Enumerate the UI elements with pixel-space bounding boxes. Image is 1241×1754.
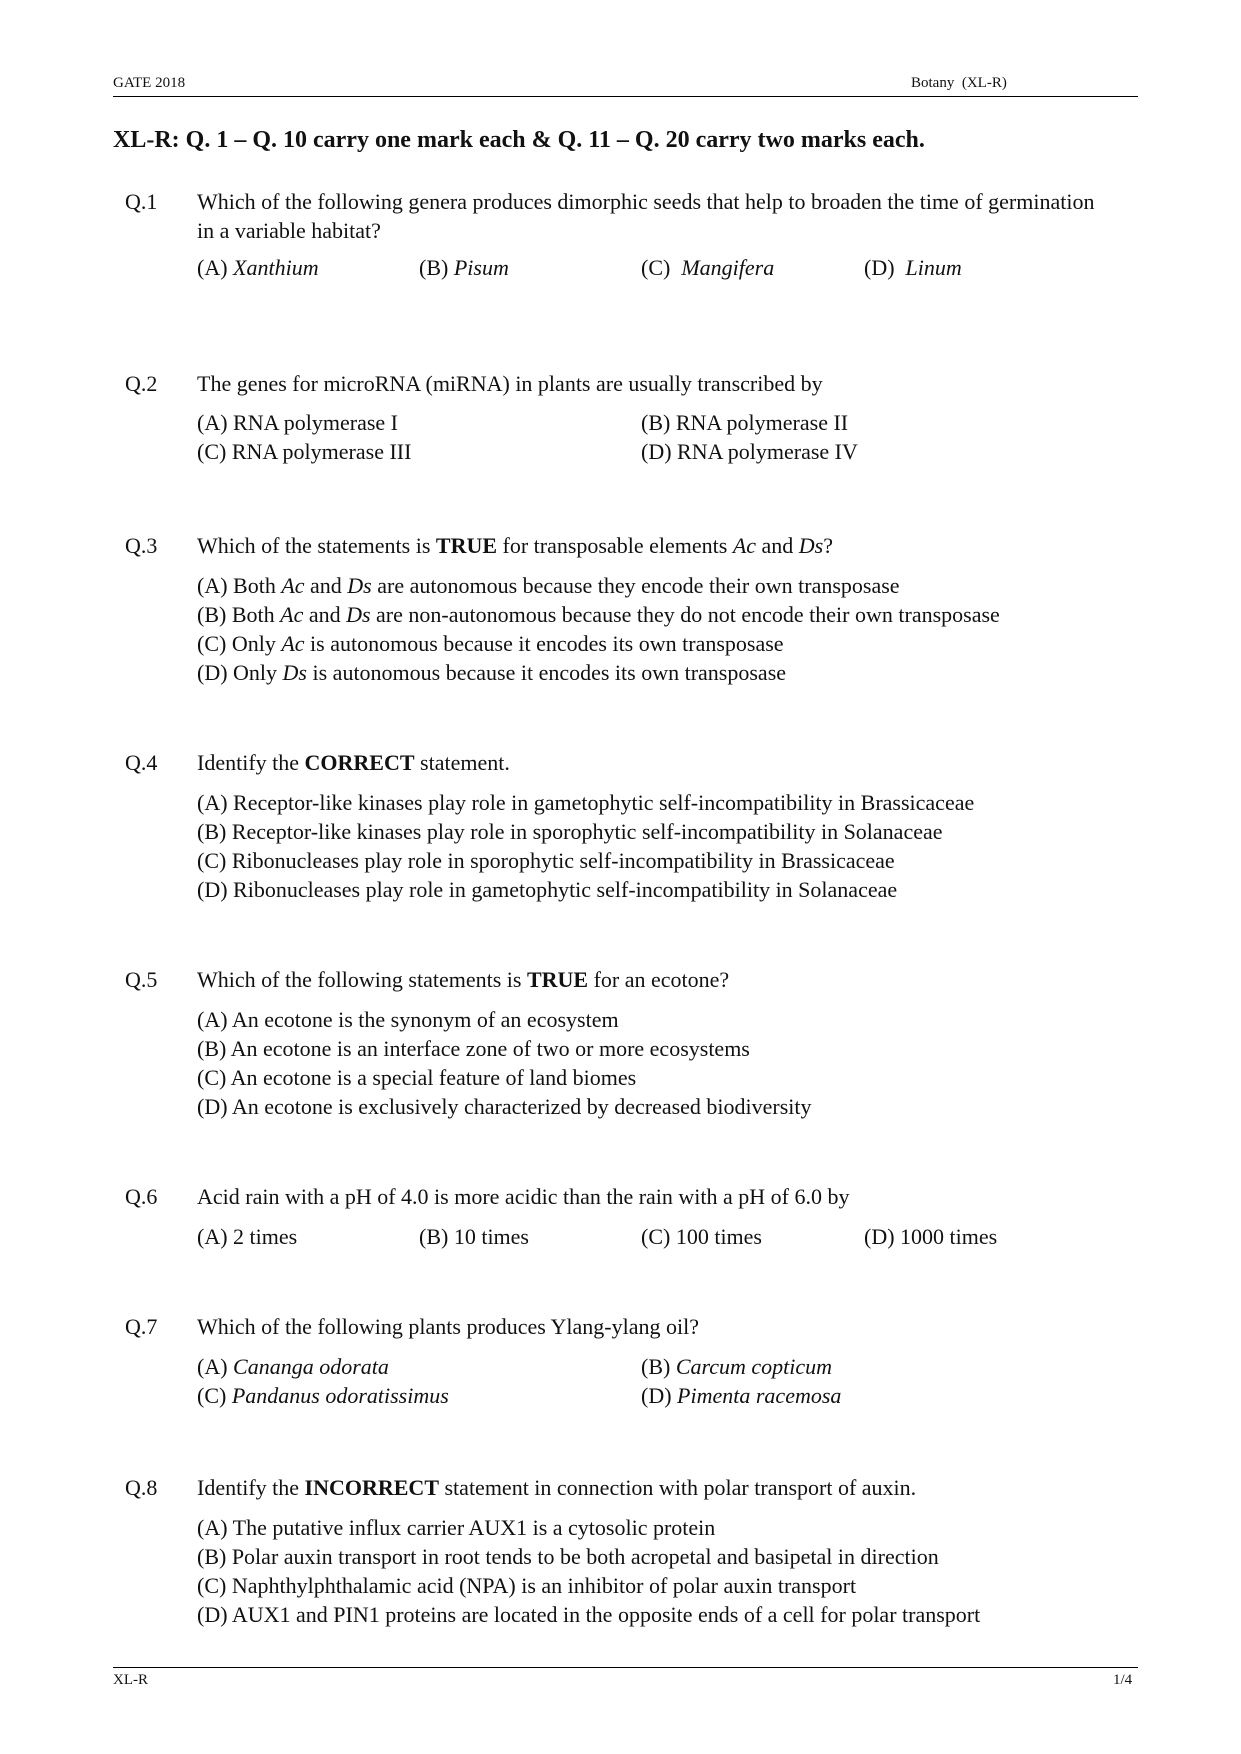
options [197, 253, 1137, 282]
option-b: (B) Pisum [419, 255, 509, 280]
section-title: XL-R: Q. 1 – Q. 10 carry one mark each & Q. 11 – Q. 20 carry two marks each. [113, 127, 925, 153]
options [197, 1005, 1137, 1121]
option-b: (B) Receptor-like kinases play role in sporophytic self-incompatibility in Solanaceae [197, 819, 943, 844]
footer-rule [113, 1667, 1138, 1668]
option-b: (B) Both Ac and Ds are non-autonomous because they do not encode their own transposase [197, 602, 1000, 627]
question-text: Identify the INCORRECT statement in connection with polar transport of auxin. [197, 1475, 917, 1500]
option-a: (A) Both Ac and Ds are autonomous because they encode their own transposase [197, 573, 900, 598]
option-d: (D) Only Ds is autonomous because it encodes its own transposase [197, 660, 787, 685]
option-a: (A) RNA polymerase I [197, 410, 399, 435]
option-c: (C) RNA polymerase III [197, 439, 412, 464]
question-text: Which of the following plants produces Ylang-ylang oil? [197, 1314, 700, 1339]
option-c: (C) 100 times [641, 1224, 762, 1249]
option-c: (C) Only Ac is autonomous because it encodes its own transposase [197, 631, 784, 656]
question-number: Q.2 [125, 371, 158, 396]
option-b: (B) 10 times [419, 1224, 529, 1249]
option-a: (A) Cananga odorata [197, 1354, 389, 1379]
question-text: Identify the CORRECT statement. [197, 750, 510, 775]
footer-paper-code: XL-R [113, 1672, 148, 1688]
question-number: Q.1 [125, 189, 158, 214]
header-paper-name: Botany (XL-R) [911, 75, 1007, 91]
option-d: (D) Ribonucleases play role in gametophytic self-incompatibility in Solanaceae [197, 877, 898, 902]
option-c: (C) Naphthylphthalamic acid (NPA) is an inhibitor of polar auxin transport [197, 1573, 857, 1598]
options [197, 571, 1137, 687]
option-d: (D) AUX1 and PIN1 proteins are located in the opposite ends of a cell for polar transport [197, 1602, 981, 1627]
option-a: (A) Receptor-like kinases play role in gametophytic self-incompatibility in Brassicaceae [197, 790, 975, 815]
option-a: (A) 2 times [197, 1224, 298, 1249]
footer-page-number: 1/4 [1113, 1672, 1133, 1688]
options [197, 788, 1137, 904]
question-number: Q.8 [125, 1475, 158, 1500]
option-d: (D) Linum [864, 255, 962, 280]
question-number: Q.5 [125, 967, 158, 992]
question-text: Which of the following genera produces dimorphic seeds that help to broaden the time of germination in a variable habitat? [197, 189, 1095, 243]
header-exam-name: GATE 2018 [113, 75, 186, 91]
option-a: (A) An ecotone is the synonym of an ecosystem [197, 1007, 619, 1032]
option-d: (D) 1000 times [864, 1224, 998, 1249]
options [197, 408, 1137, 466]
option-b: (B) Carcum copticum [641, 1354, 833, 1379]
option-a: (A) The putative influx carrier AUX1 is a cytosolic protein [197, 1515, 716, 1540]
option-a: (A) Xanthium [197, 255, 319, 280]
header-rule [113, 96, 1138, 97]
question-number: Q.7 [125, 1314, 158, 1339]
options [197, 1222, 1137, 1251]
question-text: Which of the following statements is TRUE for an ecotone? [197, 967, 730, 992]
option-c: (C) Pandanus odoratissimus [197, 1383, 449, 1408]
option-c: (C) An ecotone is a special feature of land biomes [197, 1065, 637, 1090]
option-b: (B) An ecotone is an interface zone of two or more ecosystems [197, 1036, 750, 1061]
option-b: (B) Polar auxin transport in root tends to be both acropetal and basipetal in direction [197, 1544, 939, 1569]
option-d: (D) Pimenta racemosa [641, 1383, 842, 1408]
options [197, 1513, 1137, 1629]
question-number: Q.4 [125, 750, 158, 775]
option-d: (D) An ecotone is exclusively characterized by decreased biodiversity [197, 1094, 812, 1119]
question-text: Acid rain with a pH of 4.0 is more acidic than the rain with a pH of 6.0 by [197, 1184, 850, 1209]
options [197, 1352, 1137, 1410]
option-c: (C) Ribonucleases play role in sporophytic self-incompatibility in Brassicaceae [197, 848, 895, 873]
question-number: Q.6 [125, 1184, 158, 1209]
option-d: (D) RNA polymerase IV [641, 439, 858, 464]
question-text: Which of the statements is TRUE for transposable elements Ac and Ds? [197, 533, 834, 558]
option-c: (C) Mangifera [641, 255, 775, 280]
question-number: Q.3 [125, 533, 158, 558]
question-text: The genes for microRNA (miRNA) in plants are usually transcribed by [197, 371, 823, 396]
option-b: (B) RNA polymerase II [641, 410, 849, 435]
